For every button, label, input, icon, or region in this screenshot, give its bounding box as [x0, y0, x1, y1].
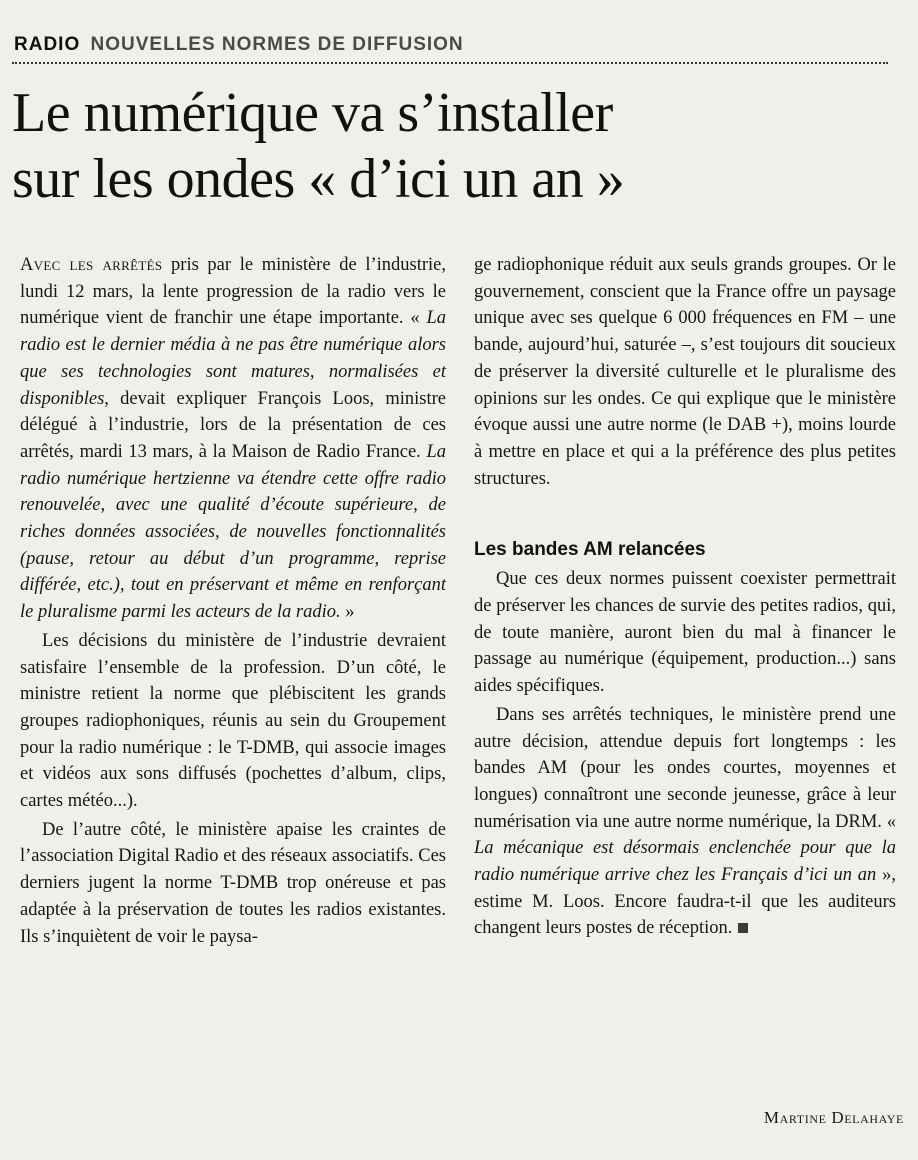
paragraph-1-text-c: »: [340, 602, 355, 623]
quote-3: La mécanique est désormais enclenchée pour que la radio numérique arrive chez les Français d’ici un an: [474, 838, 896, 886]
section-label: RADIO: [14, 34, 81, 55]
byline: Martine Delahaye: [763, 1108, 904, 1127]
paragraph-3-continued: ge radiophonique réduit aux seuls grands groupes. Or le gouvernement, conscient que la France offre un paysage unique avec ses quelque 6 000 fréquences en FM – une bande, aujourd’hui, saturée –, s’est toujours dit soucieux de préserver la diversité culturelle et le pluralisme des opinions sur les ondes. Ce qui explique que le ministère évoque aussi une autre norme (le DAB +), moins lourde à mettre en place et qui a la préférence des plus petites structures.: [474, 255, 896, 489]
dotted-divider: [12, 62, 888, 64]
article-kicker: [14, 34, 464, 56]
quote-1: La radio est le dernier média à ne pas être numérique alors que ses technologies sont matures, normalisées et disponibles: [20, 308, 446, 409]
paragraph-5-text-a: Dans ses arrêtés techniques, le ministère prend une autre décision, attendue depuis fort longtemps : les bandes AM (pour les ondes courtes, moyennes et longues) connaîtront une seconde jeunesse, grâce à leur numérisation via une autre norme numérique, la DRM. «: [474, 704, 896, 832]
headline-line-1: Le numérique va s’installer: [12, 82, 613, 144]
article-column-left: [20, 252, 446, 950]
paragraph-3-text-a: De l’autre côté, le ministère apaise les craintes de l’association Digital Radio et des réseaux associatifs. Ces derniers jugent la norme T-DMB trop onéreuse et pas adaptée à la préservation de toutes les radios existantes. Ils s’inquiètent de voir le paysa-: [20, 819, 446, 947]
topic-label: NOUVELLES NORMES DE DIFFUSION: [90, 34, 464, 55]
paragraph-4: Que ces deux normes puissent coexister permettrait de préserver les chances de survie des petites radios, qui, de toute manière, auront bien du mal à financer le passage au numérique (équipement, production...) sans aides spécifiques.: [474, 569, 896, 697]
paragraph-2: Les décisions du ministère de l’industrie devraient satisfaire l’ensemble de la profession. D’un côté, le ministre retient la norme que plébiscitent les grands groupes radiophoniques, réunis au sein du Groupement pour la radio numérique : le T-DMB, qui associe images et vidéos aux sons diffusés (pochettes d’album, clips, cartes météo...).: [20, 630, 446, 812]
paragraph-3-start: [20, 817, 446, 951]
paragraph-5-text-b: », estime M. Loos. Encore faudra-t-il que les auditeurs changent leurs postes de réception.: [474, 865, 897, 939]
quote-2: La radio numérique hertzienne va étendre cette offre radio renouvelée, avec une qualité d’écoute supérieure, de riches données associées, de nouvelles fonctionnalités (pause, retour au début d’un programme, reprise différée, etc.), tout en préservant et même en renforçant le pluralisme parmi les acteurs de la radio.: [20, 441, 446, 623]
headline: [12, 80, 892, 212]
paragraph-1-text-b: , devait expliquer François Loos, ministre délégué à l’industrie, lors de la présentation de ces arrêtés, mardi 13 mars, à la Maison de Radio France.: [20, 388, 446, 462]
article-column-right: [474, 252, 896, 942]
paragraph-5: [474, 702, 896, 942]
subheading: Les bandes AM relancées: [474, 539, 706, 561]
end-square-icon: [738, 923, 748, 933]
paragraph-1: [20, 252, 446, 626]
headline-line-2: sur les ondes « d’ici un an »: [12, 148, 625, 210]
paragraph-1-text-a: pris par le ministère de l’industrie, lundi 12 mars, la lente progression de la radio vers le numérique vient de franchir une étape importante. «: [20, 255, 446, 329]
lead-in: Avec les arrêtés: [20, 255, 163, 275]
